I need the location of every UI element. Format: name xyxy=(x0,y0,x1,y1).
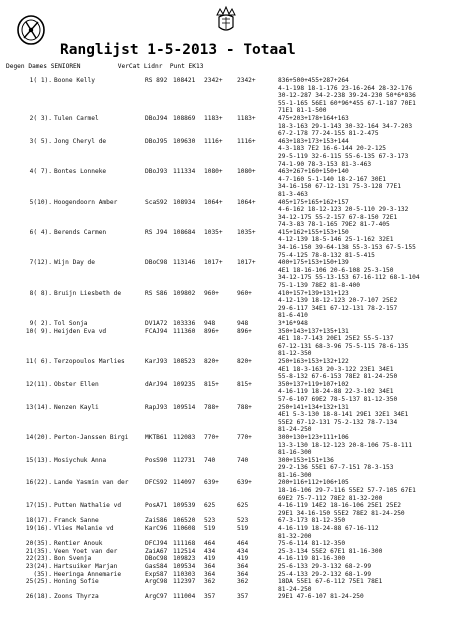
cell-name: Berends Carmen xyxy=(54,228,107,236)
cell-rank: 23(24). xyxy=(25,563,52,570)
cell-scores: 75-6-114 81-12-350 xyxy=(278,540,346,548)
cell-scores: 55-8-132 67-6-153 78E2 81-24-250 xyxy=(278,373,398,381)
cell-scores: 25-4-133 29-2-132 68-1-99 xyxy=(278,570,372,578)
cell-club: DV1A72 xyxy=(145,320,168,327)
royal-crown-icon xyxy=(213,5,239,35)
cell-scores: 4-3-183 7E2 16-6-144 20-2-125 xyxy=(278,145,387,153)
cell-scores: 4-6-162 18-12-123 20-5-110 29-3-132 xyxy=(278,206,409,214)
table-row xyxy=(6,434,451,457)
cell-rank: 2( 3). xyxy=(29,114,52,122)
cell-scores: 69E2 75-7-112 78E2 81-32-200 xyxy=(278,494,383,502)
table-row xyxy=(6,525,451,540)
cell-ek13: 419 xyxy=(237,555,249,563)
cell-club: RS 892 xyxy=(145,77,168,84)
cell-name: Mosiychuk Anna xyxy=(54,456,107,464)
cell-lidnr: 109539 xyxy=(173,502,196,510)
cell-punt: 523 xyxy=(204,517,216,525)
cell-punt: 1080+ xyxy=(204,168,223,176)
cell-club: FCAJ94 xyxy=(145,327,168,335)
cell-club: DFCJ94 xyxy=(145,540,168,548)
cell-rank: 5(10). xyxy=(29,198,52,206)
cell-lidnr: 106520 xyxy=(173,517,196,525)
cell-punt: 434 xyxy=(204,547,216,555)
cell-ek13: 519 xyxy=(237,525,249,533)
cell-scores: 18-3-163 29-1-143 30-32-164 34-7-203 xyxy=(278,122,413,130)
cell-club: KarJ93 xyxy=(145,357,168,365)
table-row xyxy=(6,115,451,138)
cell-punt: 1183+ xyxy=(204,114,223,122)
cell-lidnr: 108684 xyxy=(173,228,196,236)
cell-rank: 6( 4). xyxy=(29,228,52,236)
cell-name: Obster Ellen xyxy=(54,380,99,388)
cell-name: Boone Kelly xyxy=(54,77,95,84)
cell-scores: 67-2-178 77-24-155 81-2-475 xyxy=(278,130,379,138)
cell-name: Heeringa Annemarie xyxy=(54,570,122,578)
cell-ek13: 523 xyxy=(237,517,249,525)
cell-lidnr: 111360 xyxy=(173,327,196,335)
cell-scores: 463+183+173+153+144 xyxy=(278,137,349,145)
cell-scores: 29-2-136 55E1 67-7-151 78-3-153 xyxy=(278,464,394,472)
cell-club: ArgC98 xyxy=(145,578,168,586)
cell-lidnr: 111168 xyxy=(173,540,196,548)
cell-rank: 17(15). xyxy=(25,502,52,510)
cell-scores: 55E2 67-12-131 75-2-132 78-7-134 xyxy=(278,418,398,426)
cell-scores: 74-3-83 78-1-165 79E2 81-7-405 xyxy=(278,221,390,229)
cell-scores: 29E1 47-6-107 81-24-250 xyxy=(278,593,364,601)
cell-club: ZaiS86 xyxy=(145,517,168,525)
cell-lidnr: 103336 xyxy=(173,320,196,327)
cell-scores: 67-12-131 68-3-96 75-5-115 78-6-135 xyxy=(278,342,409,350)
table-row xyxy=(6,593,451,601)
cell-scores: 463+267+160+150+140 xyxy=(278,168,349,176)
cell-name: Bruijn Liesbeth de xyxy=(54,289,122,297)
club-crest-icon xyxy=(16,14,46,46)
cell-punt: 815+ xyxy=(204,380,219,388)
cell-rank: 13(14). xyxy=(25,403,52,411)
cell-scores: 350+143+137+135+131 xyxy=(278,327,349,335)
cell-ek13: 896+ xyxy=(237,327,252,335)
cell-scores: 55-1-165 56E1 60*96*455 67-1-187 70E1 xyxy=(278,99,416,107)
cell-ek13: 362 xyxy=(237,578,249,586)
cell-lidnr: 108421 xyxy=(173,77,196,84)
cell-ek13: 1064+ xyxy=(237,198,256,206)
cell-name: Tulen Carmel xyxy=(54,114,99,122)
cell-punt: 464 xyxy=(204,540,216,548)
cell-ek13: 1017+ xyxy=(237,259,256,267)
cell-rank: 4( 7). xyxy=(29,168,52,176)
cell-punt: 788+ xyxy=(204,403,219,411)
cell-scores: 81-24-250 xyxy=(278,585,312,593)
cell-lidnr: 113146 xyxy=(173,259,196,267)
cell-punt: 1035+ xyxy=(204,228,223,236)
cell-scores: 81-16-300 xyxy=(278,471,312,479)
cell-ek13: 1116+ xyxy=(237,137,256,145)
cell-punt: 1064+ xyxy=(204,198,223,206)
cell-scores: 74-1-90 78-3-153 81-3-463 xyxy=(278,160,372,168)
table-row xyxy=(6,77,451,115)
table-row xyxy=(6,548,451,556)
cell-name: Tol Sonja xyxy=(54,320,88,327)
cell-scores: 4-12-139 18-12-123 20-7-107 25E2 xyxy=(278,297,398,305)
cell-punt: 364 xyxy=(204,570,216,578)
cell-name: Veen Yoet van der xyxy=(54,547,118,555)
cell-scores: 67-3-173 81-12-350 xyxy=(278,517,346,525)
cell-rank: (35). xyxy=(33,570,52,578)
document-title: Ranglijst 1-5-2013 - Totaal xyxy=(60,42,296,58)
cell-scores: 400+175+153+150+139 xyxy=(278,259,349,267)
cell-rank: 11( 6). xyxy=(25,357,52,365)
cell-scores: 250+141+134+132+131 xyxy=(278,403,349,411)
cell-club: ExpS87 xyxy=(145,570,168,578)
table-row xyxy=(6,328,451,358)
cell-ek13: 770+ xyxy=(237,433,252,441)
cell-scores: 18DA 55E1 67-6-112 75E1 78E1 xyxy=(278,578,383,586)
cell-scores: 4E1 18-16-106 20-6-108 25-3-150 xyxy=(278,266,394,274)
table-row xyxy=(6,578,451,593)
cell-name: Honing Sofie xyxy=(54,578,99,586)
cell-lidnr: 112397 xyxy=(173,578,196,586)
cell-punt: 625 xyxy=(204,502,216,510)
cell-lidnr: 109802 xyxy=(173,289,196,297)
cell-club: ZaiA67 xyxy=(145,547,168,555)
table-row xyxy=(6,540,451,548)
cell-scores: 57-6-107 69E2 78-5-137 81-12-350 xyxy=(278,395,398,403)
table-row xyxy=(6,229,451,259)
cell-lidnr: 110303 xyxy=(173,570,196,578)
cell-ek13: 464 xyxy=(237,540,249,548)
cell-scores: 4E1 5-3-130 18-8-141 29E1 32E1 34E1 xyxy=(278,411,409,419)
cell-rank: 14(20). xyxy=(25,433,52,441)
table-row xyxy=(6,571,451,579)
cell-scores: 4-16-119 14E2 18-16-106 25E1 25E2 xyxy=(278,502,401,510)
table-row xyxy=(6,320,451,328)
cell-scores: 81-24-250 xyxy=(278,426,312,434)
table-row xyxy=(6,555,451,563)
cell-name: Rentier Anouk xyxy=(54,540,103,548)
cell-punt: 770+ xyxy=(204,433,219,441)
cell-club: PosA71 xyxy=(145,502,168,510)
cell-ek13: 740 xyxy=(237,456,249,464)
cell-name: Heijden Eva vd xyxy=(54,327,107,335)
cell-punt: 1116+ xyxy=(204,137,223,145)
table-row xyxy=(6,404,451,434)
cell-name: Lande Yasmin van der xyxy=(54,479,129,487)
cell-punt: 960+ xyxy=(204,289,219,297)
cell-scores: 30-12-287 34-2-238 39-24-230 50*6*836 xyxy=(278,92,416,100)
cell-scores: 13-3-130 18-12-123 20-8-106 75-8-111 xyxy=(278,441,413,449)
cell-lidnr: 108523 xyxy=(173,357,196,365)
cell-club: KarC96 xyxy=(145,525,168,533)
cell-punt: 362 xyxy=(204,578,216,586)
cell-name: Putten Nathalie vd xyxy=(54,502,122,510)
cell-scores: 25-3-134 55E2 67E1 81-16-300 xyxy=(278,547,383,555)
cell-punt: 948 xyxy=(204,320,216,327)
cell-scores: 18-16-106 29-7-116 55E2 57-7-105 67E1 xyxy=(278,487,416,495)
cell-scores: 3*16*948 xyxy=(278,320,308,327)
cell-name: Hoogendoorn Amber xyxy=(54,198,118,206)
cell-scores: 410+157+139+131+123 xyxy=(278,289,349,297)
cell-name: Vlies Melanie vd xyxy=(54,525,114,533)
table-row xyxy=(6,290,451,320)
cell-scores: 4-16-119 18-24-88 67-16-112 xyxy=(278,525,379,533)
cell-scores: 415+162+155+153+150 xyxy=(278,228,349,236)
cell-punt: 896+ xyxy=(204,327,219,335)
cell-ek13: 2342+ xyxy=(237,77,256,84)
table-row xyxy=(6,517,451,525)
cell-scores: 81-32-200 xyxy=(278,532,312,540)
cell-scores: 34-12-175 55-13-153 67-16-112 68-1-104 xyxy=(278,274,420,282)
cell-name: Hartsuiker Marjan xyxy=(54,563,118,570)
cell-lidnr: 112514 xyxy=(173,547,196,555)
table-row xyxy=(6,259,451,289)
cell-scores: 25-6-133 29-3-132 68-2-99 xyxy=(278,563,372,570)
cell-name: Terzopoulos Marlies xyxy=(54,357,125,365)
cell-scores: 81-12-350 xyxy=(278,350,312,358)
cell-club: DBoJ94 xyxy=(145,114,168,122)
table-row xyxy=(6,199,451,229)
cell-ek13: 1035+ xyxy=(237,228,256,236)
cell-club: GasS84 xyxy=(145,563,168,570)
cell-lidnr: 108869 xyxy=(173,114,196,122)
table-row xyxy=(6,168,451,198)
cell-scores: 81-6-410 xyxy=(278,312,308,320)
cell-ek13: 434 xyxy=(237,547,249,555)
cell-ek13: 815+ xyxy=(237,380,252,388)
table-row xyxy=(6,358,451,381)
cell-scores: 4-1-198 18-1-176 23-16-264 28-32-176 xyxy=(278,84,413,92)
cell-name: Nenzen Kayli xyxy=(54,403,99,411)
cell-lidnr: 108934 xyxy=(173,198,196,206)
cell-scores: 71E1 81-1-500 xyxy=(278,107,327,115)
cell-scores: 29-5-119 32-6-115 55-6-135 67-3-173 xyxy=(278,152,409,160)
cell-punt: 740 xyxy=(204,456,216,464)
cell-punt: 419 xyxy=(204,555,216,563)
cell-name: Bontes Lonneke xyxy=(54,168,107,176)
cell-ek13: 639+ xyxy=(237,479,252,487)
cell-club: DBoC98 xyxy=(145,555,168,563)
cell-rank: 25(25). xyxy=(25,578,52,586)
cell-rank: 18(17). xyxy=(25,517,52,525)
cell-ek13: 364 xyxy=(237,563,249,570)
cell-scores: 350+137+119+107+102 xyxy=(278,380,349,388)
ranking-table xyxy=(6,77,451,601)
cell-rank: 8( 8). xyxy=(29,289,52,297)
cell-scores: 81-16-300 xyxy=(278,449,312,457)
cell-ek13: 1080+ xyxy=(237,168,256,176)
cell-scores: 200+116+112+106+105 xyxy=(278,479,349,487)
cell-ek13: 357 xyxy=(237,593,249,601)
cell-punt: 519 xyxy=(204,525,216,533)
cell-club: RS J94 xyxy=(145,228,168,236)
cell-punt: 2342+ xyxy=(204,77,223,84)
cell-club: DFCS92 xyxy=(145,479,168,487)
cell-club: MKTB61 xyxy=(145,433,168,441)
cell-scores: 29E1 34-16-150 55E2 78E2 81-24-250 xyxy=(278,509,405,517)
cell-lidnr: 109630 xyxy=(173,137,196,145)
cell-punt: 820+ xyxy=(204,357,219,365)
cell-punt: 639+ xyxy=(204,479,219,487)
cell-scores: 4E1 18-7-143 20E1 25E2 55-5-137 xyxy=(278,335,394,343)
cell-lidnr: 112731 xyxy=(173,456,196,464)
cell-rank: 9( 2). xyxy=(29,320,52,327)
cell-scores: 4-7-160 5-1-140 18-2-167 30E1 xyxy=(278,175,387,183)
table-row xyxy=(6,381,451,404)
cell-rank: 20(35). xyxy=(25,540,52,548)
cell-club: PosS90 xyxy=(145,456,168,464)
cell-scores: 4-16-119 18-24-88 22-3-102 34E1 xyxy=(278,388,394,396)
cell-scores: 34-12-175 55-2-157 67-8-150 72E1 xyxy=(278,213,398,221)
cell-ek13: 960+ xyxy=(237,289,252,297)
cell-punt: 357 xyxy=(204,593,216,601)
table-row xyxy=(6,457,451,480)
cell-scores: 34-16-150 39-64-138 55-3-153 67-5-155 xyxy=(278,244,416,252)
table-header: Degen Dames SENIOREN VerCat Lidnr Punt EK13 xyxy=(6,63,204,70)
cell-ek13: 1183+ xyxy=(237,114,256,122)
cell-ek13: 364 xyxy=(237,570,249,578)
cell-club: ArgC97 xyxy=(145,593,168,601)
cell-lidnr: 114097 xyxy=(173,479,196,487)
cell-scores: 4-12-139 18-5-146 25-1-162 32E1 xyxy=(278,236,394,244)
cell-punt: 364 xyxy=(204,563,216,570)
cell-rank: 3( 5). xyxy=(29,137,52,145)
cell-rank: 7(12). xyxy=(29,259,52,267)
cell-ek13: 948 xyxy=(237,320,249,327)
cell-scores: 75-1-139 78E2 81-8-400 xyxy=(278,282,360,290)
table-row xyxy=(6,563,451,571)
cell-scores: 4E1 18-3-163 20-3-122 23E1 34E1 xyxy=(278,365,394,373)
cell-club: DBoJ93 xyxy=(145,168,168,176)
cell-scores: 300+130+123+111+106 xyxy=(278,433,349,441)
cell-club: DBoC98 xyxy=(145,259,168,267)
cell-rank: 1( 1). xyxy=(29,77,52,84)
cell-scores: 81-3-463 xyxy=(278,190,308,198)
cell-rank: 22(23). xyxy=(25,555,52,563)
table-row xyxy=(6,479,451,502)
cell-club: dArJ94 xyxy=(145,380,168,388)
cell-lidnr: 109823 xyxy=(173,555,196,563)
cell-name: Zoons Thyrza xyxy=(54,593,99,601)
cell-rank: 19(16). xyxy=(25,525,52,533)
cell-lidnr: 109514 xyxy=(173,403,196,411)
cell-name: Wijn Day de xyxy=(54,259,95,267)
table-row xyxy=(6,138,451,168)
cell-punt: 1017+ xyxy=(204,259,223,267)
cell-ek13: 625 xyxy=(237,502,249,510)
cell-name: Bon Svenja xyxy=(54,555,92,563)
cell-scores: 475+203+178+164+163 xyxy=(278,114,349,122)
cell-scores: 836+500+455+287+264 xyxy=(278,77,349,84)
cell-lidnr: 111334 xyxy=(173,168,196,176)
cell-scores: 29-6-117 34E1 67-12-131 78-2-157 xyxy=(278,304,398,312)
cell-ek13: 788+ xyxy=(237,403,252,411)
cell-scores: 75-4-125 78-8-132 81-5-415 xyxy=(278,251,375,259)
cell-rank: 26(18). xyxy=(25,593,52,601)
cell-scores: 250+163+153+132+122 xyxy=(278,357,349,365)
cell-rank: 12(11). xyxy=(25,380,52,388)
cell-lidnr: 110608 xyxy=(173,525,196,533)
cell-name: Perton-Janssen Birgi xyxy=(54,433,129,441)
cell-club: DBoJ95 xyxy=(145,137,168,145)
cell-scores: 4-16-119 81-16-300 xyxy=(278,555,346,563)
cell-scores: 300+153+151+136 xyxy=(278,456,334,464)
cell-lidnr: 111004 xyxy=(173,593,196,601)
cell-rank: 21(35). xyxy=(25,547,52,555)
cell-club: RapJ93 xyxy=(145,403,168,411)
cell-rank: 10( 9). xyxy=(25,327,52,335)
cell-lidnr: 109235 xyxy=(173,380,196,388)
cell-rank: 16(22). xyxy=(25,479,52,487)
cell-name: Jong Cheryl de xyxy=(54,137,107,145)
cell-rank: 15(13). xyxy=(25,456,52,464)
cell-scores: 34-16-150 67-12-131 75-3-128 77E1 xyxy=(278,183,401,191)
cell-club: ScaS92 xyxy=(145,198,168,206)
cell-lidnr: 112083 xyxy=(173,433,196,441)
cell-ek13: 820+ xyxy=(237,357,252,365)
table-row xyxy=(6,502,451,517)
cell-scores: 405+175+165+162+157 xyxy=(278,198,349,206)
cell-club: RS S86 xyxy=(145,289,168,297)
cell-lidnr: 109534 xyxy=(173,563,196,570)
cell-name: Franck Sanne xyxy=(54,517,99,525)
